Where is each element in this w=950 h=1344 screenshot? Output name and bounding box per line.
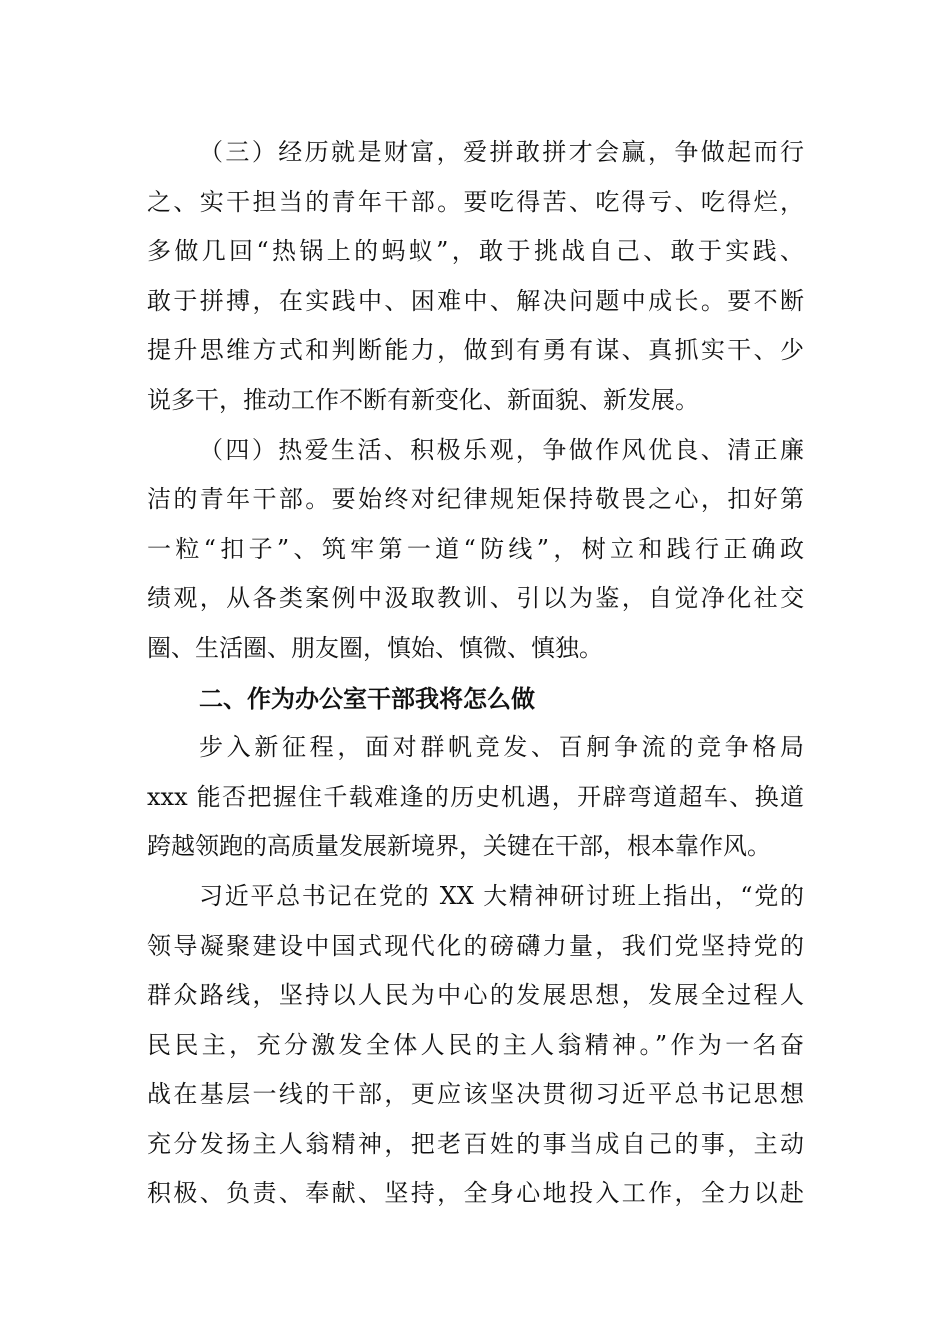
text-line: 步入新征程，面对群帆竞发、百舸争流的竞争格局 — [199, 733, 804, 762]
text-line: 习近平总书记在党的 XX 大精神研讨班上指出，“党的 — [199, 881, 804, 910]
text-line: 之、实干担当的青年干部。要吃得苦、吃得亏、吃得烂， — [147, 187, 804, 216]
text-line: 群众路线，坚持以人民为中心的发展思想，发展全过程人 — [147, 981, 804, 1010]
text-line: 圈、生活圈、朋友圈，慎始、慎微、慎独。 — [147, 633, 603, 662]
document-page — [147, 128, 804, 1219]
text-line: 多做几回“热锅上的蚂蚁”，敢于挑战自己、敢于实践、 — [147, 237, 804, 266]
paragraph — [147, 426, 804, 674]
text-line: 说多干，推动工作不断有新变化、新面貌、新发展。 — [147, 385, 699, 414]
text-line: 民民主，充分激发全体人民的主人翁精神。”作为一名奋 — [147, 1030, 804, 1059]
text-line: 洁的青年干部。要始终对纪律规矩保持敬畏之心，扣好第 — [147, 485, 804, 514]
text-line: 提升思维方式和判断能力，做到有勇有谋、真抓实干、少 — [147, 336, 804, 365]
paragraph — [147, 128, 804, 426]
text-line: 敢于拼搏，在实践中、困难中、解决问题中成长。要不断 — [147, 286, 804, 315]
text-line: （三）经历就是财富，爱拼敢拼才会赢，争做起而行 — [199, 138, 804, 166]
text-line: 战在基层一线的干部，更应该坚决贯彻习近平总书记思想 — [147, 1080, 804, 1109]
text-line: 一粒“扣子”、筑牢第一道“防线”，树立和践行正确政 — [147, 534, 804, 563]
text-line: 跨越领跑的高质量发展新境界，关键在干部，根本靠作风。 — [147, 832, 771, 861]
text-line: 充分发扬主人翁精神，把老百姓的事当成自己的事，主动 — [147, 1129, 804, 1158]
text-line: xxx 能否把握住千载难逢的历史机遇，开辟弯道超车、换道 — [147, 782, 804, 811]
text-line: 二、作为办公室干部我将怎么做 — [199, 683, 535, 713]
paragraph — [147, 872, 804, 1219]
text-line: 积极、负责、奉献、坚持，全身心地投入工作，全力以赴 — [147, 1179, 804, 1208]
text-line: 绩观，从各类案例中汲取教训、引以为鉴，自觉净化社交 — [147, 584, 804, 613]
text-line: （四）热爱生活、积极乐观，争做作风优良、清正廉 — [199, 435, 804, 464]
section-heading — [147, 674, 804, 724]
paragraph — [147, 723, 804, 872]
text-line: 领导凝聚建设中国式现代化的磅礴力量，我们党坚持党的 — [147, 931, 804, 960]
